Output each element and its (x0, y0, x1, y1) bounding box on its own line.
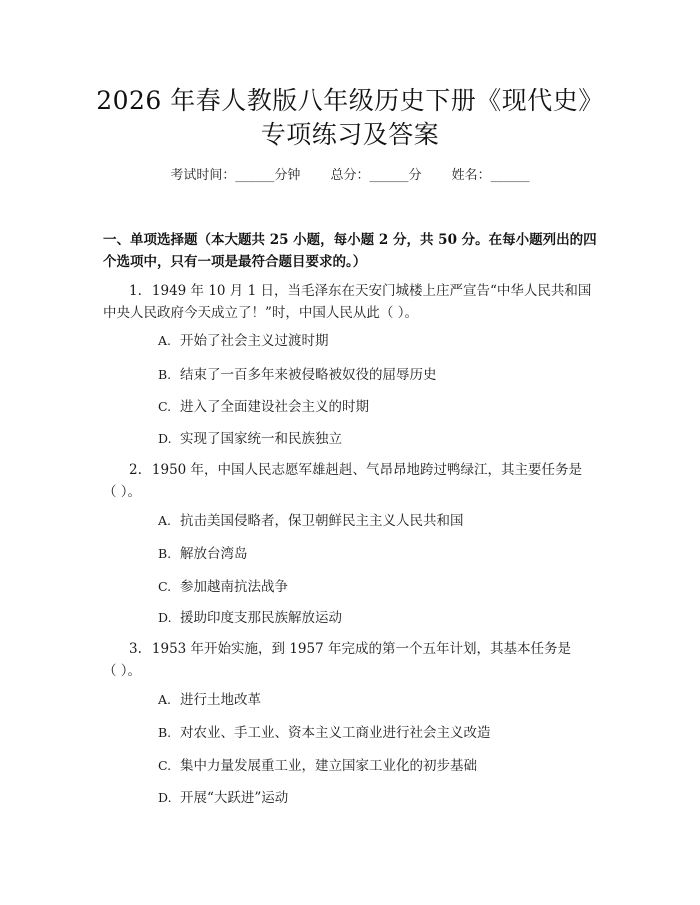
option-letter: D. (158, 790, 172, 805)
document-title-line-1: 2026 年春人教版八年级历史下册《现代史》 (96, 86, 604, 115)
option-letter: D. (158, 610, 172, 625)
option-text: 开展“大跃进”运动 (180, 790, 289, 806)
option-letter: D. (158, 431, 172, 446)
question-text-line-2: （ ）。 (103, 484, 142, 500)
question-number: 1. (129, 283, 142, 299)
question-2-option-b[interactable] (158, 543, 598, 565)
question-text-line-2: （ ）。 (103, 663, 142, 679)
option-letter: A. (158, 333, 172, 348)
option-letter: A. (158, 692, 172, 707)
option-text: 集中力量发展重工业，建立国家工业化的初步基础 (180, 758, 477, 774)
question-2-option-c[interactable] (158, 576, 598, 598)
section-heading-line-1: 一、单项选择题（本大题共 25 小题，每小题 2 分，共 50 分。在每小题列出的四 (103, 232, 597, 248)
question-number: 3. (129, 641, 142, 657)
option-text: 进入了全面建设社会主义的时期 (180, 399, 369, 415)
option-letter: B. (158, 725, 172, 740)
option-text: 参加越南抗法战争 (180, 579, 288, 595)
option-letter: A. (158, 513, 172, 528)
exam-score-field: 总分：______分 (330, 168, 422, 183)
option-text: 实现了国家统一和民族独立 (180, 431, 342, 447)
question-text-line-2: 中央人民政府今天成立了！”时，中国人民从此（ ）。 (103, 305, 418, 321)
question-2 (103, 459, 598, 503)
question-1-option-a[interactable] (158, 330, 598, 352)
question-text-line-1: 1949 年 10 月 1 日，当毛泽东在天安门城楼上庄严宣告“中华人民共和国 (151, 283, 592, 299)
question-3-option-c[interactable] (158, 755, 598, 777)
section-heading (103, 229, 603, 273)
question-2-option-a[interactable] (158, 510, 598, 532)
option-text: 解放台湾岛 (180, 546, 248, 562)
option-letter: B. (158, 546, 172, 561)
option-letter: C. (158, 758, 172, 773)
question-1-option-b[interactable] (158, 364, 598, 386)
option-text: 结束了一百多年来被侵略被奴役的屈辱历史 (180, 367, 437, 383)
question-1 (103, 280, 598, 324)
option-letter: C. (158, 399, 172, 414)
option-text: 抗击美国侵略者，保卫朝鲜民主主义人民共和国 (180, 513, 464, 529)
section-heading-line-2: 个选项中，只有一项是最符合题目要求的。） (103, 254, 367, 270)
option-text: 开始了社会主义过渡时期 (180, 333, 329, 349)
exam-info (0, 166, 700, 186)
option-text: 进行土地改革 (180, 692, 261, 708)
option-text: 援助印度支那民族解放运动 (180, 610, 342, 626)
exam-time-field: 考试时间：______分钟 (170, 168, 301, 183)
question-1-option-c[interactable] (158, 396, 598, 418)
question-3-option-d[interactable] (158, 787, 598, 809)
question-1-option-d[interactable] (158, 428, 598, 450)
question-2-option-d[interactable] (158, 607, 598, 629)
question-text-line-1: 1953 年开始实施，到 1957 年完成的第一个五年计划，其基本任务是 (151, 641, 571, 657)
option-letter: B. (158, 367, 172, 382)
question-number: 2. (129, 462, 142, 478)
option-text: 对农业、手工业、资本主义工商业进行社会主义改造 (180, 725, 491, 741)
document-title-line-2: 专项练习及答案 (260, 120, 440, 149)
question-3 (103, 638, 598, 682)
question-text-line-1: 1950 年，中国人民志愿军雄赳赳、气昂昂地跨过鸭绿江，其主要任务是 (151, 462, 583, 478)
exam-name-field: 姓名：______ (451, 168, 530, 183)
question-3-option-b[interactable] (158, 722, 598, 744)
option-letter: C. (158, 579, 172, 594)
question-3-option-a[interactable] (158, 689, 598, 711)
